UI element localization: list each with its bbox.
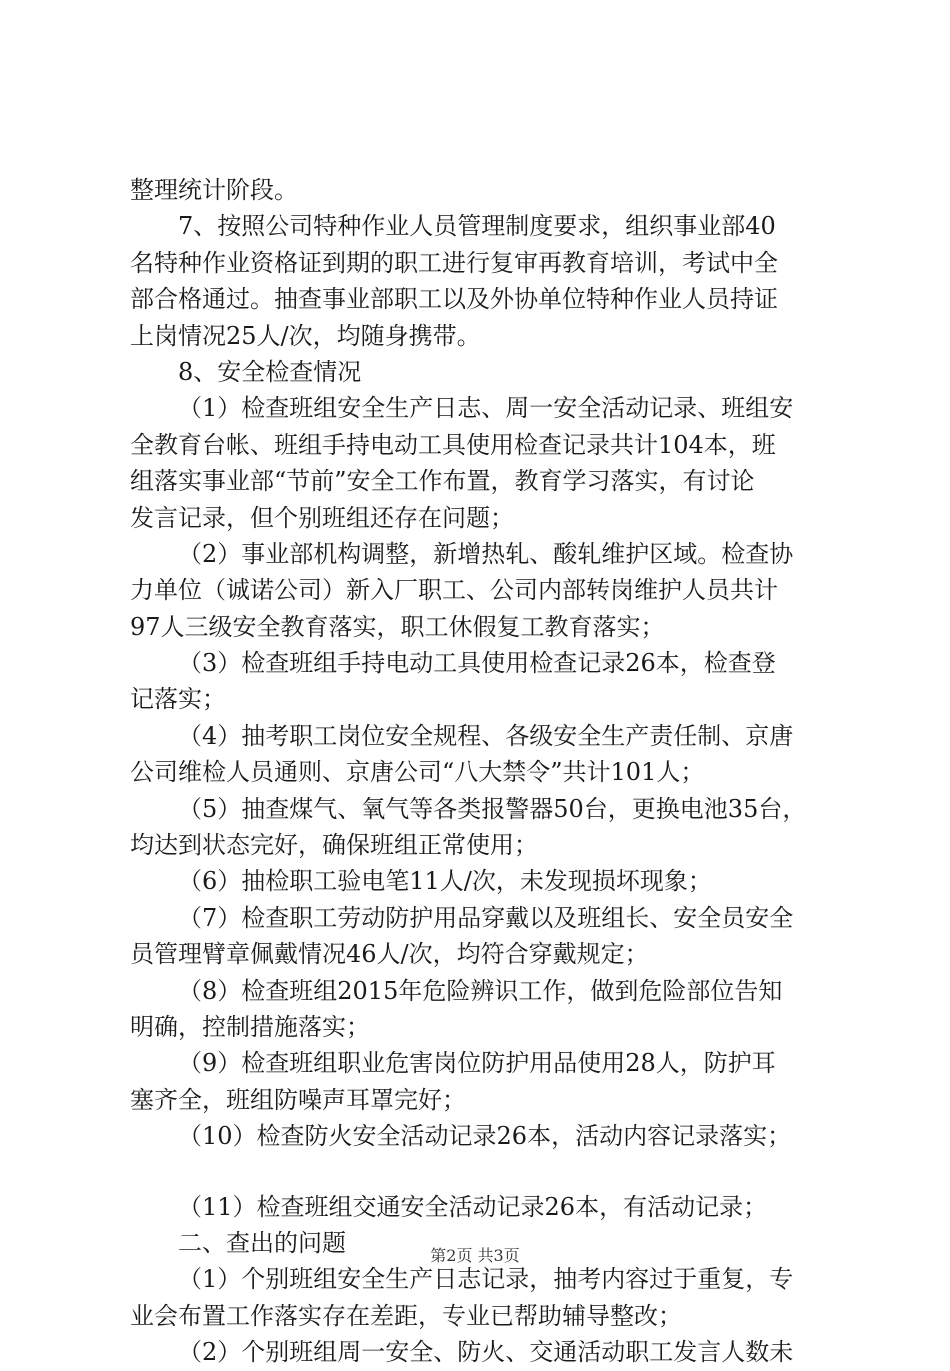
text-line: 发言记录，但个别班组还存在问题；	[130, 503, 514, 532]
text-line: 二、查出的问题	[178, 1228, 346, 1257]
text-line: （2）个别班组周一安全、防火、交通活动职工发言人数未	[178, 1338, 794, 1367]
text-line: 业会布置工作落实存在差距，专业已帮助辅导整改；	[130, 1301, 682, 1330]
text-line: 公司维检人员通则、京唐公司“八大禁令”共计101人；	[130, 758, 705, 787]
text-line: （10）检查防火安全活动记录26本，活动内容记录落实；	[178, 1122, 792, 1151]
text-line: 8、安全检查情况	[178, 357, 362, 386]
text-line: 明确，控制措施落实；	[130, 1012, 370, 1041]
text-line: 名特种作业资格证到期的职工进行复审再教育培训，考试中全	[130, 248, 778, 277]
text-line: （3）检查班组手持电动工具使用检查记录26本，检查登	[178, 649, 776, 678]
page-footer: 第2页 共3页	[430, 1246, 520, 1265]
text-line: 员管理臂章佩戴情况46人/次，均符合穿戴规定；	[130, 940, 649, 969]
text-line: 97人三级安全教育落实，职工休假复工教育落实；	[130, 612, 665, 641]
text-line: （7）检查职工劳动防护用品穿戴以及班组长、安全员安全	[178, 903, 794, 932]
text-line: （11）检查班组交通安全活动记录26本，有活动记录；	[178, 1192, 768, 1221]
text-line: （4）抽考职工岗位安全规程、各级安全生产责任制、京唐	[178, 721, 794, 750]
document-body	[130, 172, 842, 1371]
paragraph-gap	[130, 1155, 842, 1189]
text-line: 整理统计阶段。	[130, 176, 298, 204]
text-line: 组落实事业部“节前”安全工作布置，教育学习落实，有讨论	[130, 467, 755, 496]
text-line: （1）个别班组安全生产日志记录，抽考内容过于重复，专	[178, 1265, 794, 1294]
text-line: （1）检查班组安全生产日志、周一安全活动记录、班组安	[178, 394, 794, 423]
text-line: 全教育台帐、班组手持电动工具使用检查记录共计104本，班	[130, 430, 776, 459]
text-line: 力单位（诚诺公司）新入厂职工、公司内部转岗维护人员共计	[130, 576, 778, 605]
text-line: （2）事业部机构调整，新增热轧、酸轧维护区域。检查协	[178, 539, 794, 568]
text-line: （9）检查班组职业危害岗位防护用品使用28人，防护耳	[178, 1049, 776, 1078]
text-line: 均达到状态完好，确保班组正常使用；	[130, 831, 538, 860]
text-line: （6）抽检职工验电笔11人/次，未发现损坏现象；	[178, 867, 712, 896]
text-line: （5）抽查煤气、氧气等各类报警器50台，更换电池35台，	[178, 794, 807, 823]
text-line: 上岗情况25人/次，均随身携带。	[130, 321, 481, 350]
text-line: 7、按照公司特种作业人员管理制度要求，组织事业部40	[178, 212, 776, 241]
text-line: 部合格通过。抽查事业部职工以及外协单位特种作业人员持证	[130, 285, 778, 314]
text-line: 记落实；	[130, 685, 226, 714]
text-line: 塞齐全，班组防噪声耳罩完好；	[130, 1085, 466, 1114]
text-line: （8）检查班组2015年危险辨识工作，做到危险部位告知	[178, 976, 783, 1005]
